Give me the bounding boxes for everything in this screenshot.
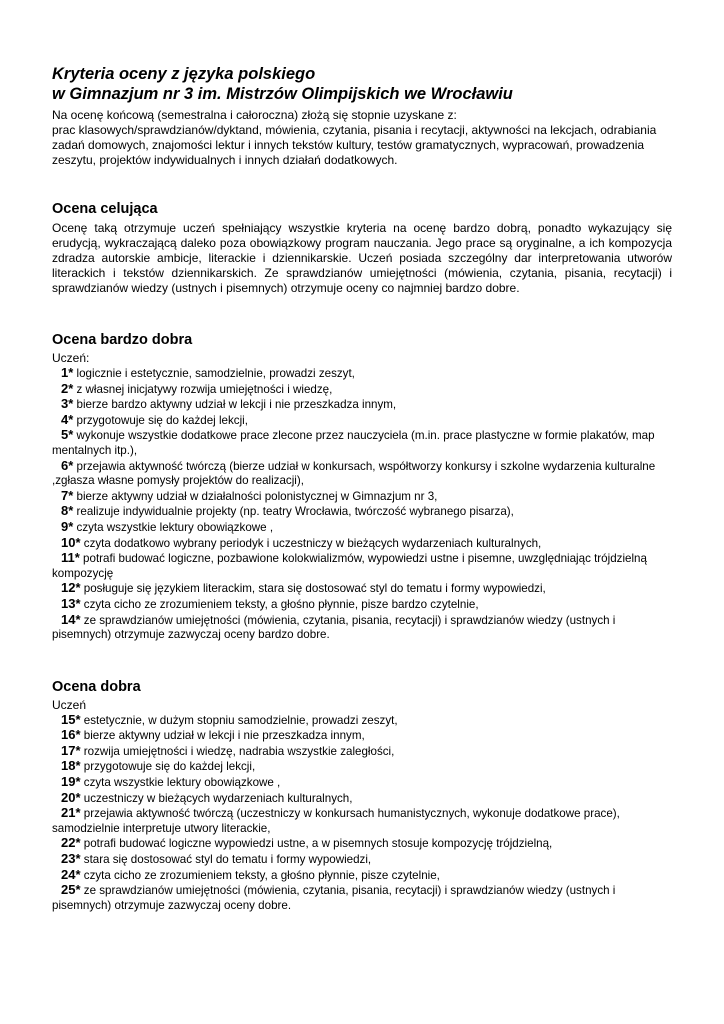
criteria-text: potrafi budować logiczne wypowiedzi ustne, a w pisemnych stosuje kompozycję trójdzielną, xyxy=(83,837,553,851)
criteria-number: 10* xyxy=(61,534,81,550)
criteria-number: 12* xyxy=(61,580,81,596)
document-page xyxy=(52,64,672,913)
criteria-number: 11* xyxy=(61,550,80,566)
criteria-text: logicznie i estetycznie, samodzielnie, prowadzi zeszyt, xyxy=(76,367,355,380)
criteria-text: rozwija umiejętności i wiedzę, nadrabia wszystkie zaległości, xyxy=(83,744,395,758)
criteria-number: 3* xyxy=(61,396,74,412)
criteria-number: 8* xyxy=(61,503,74,519)
criteria-item xyxy=(52,744,672,760)
criteria-number: 2* xyxy=(61,380,74,396)
criteria-text: realizuje indywidualnie projekty (np. teatry Wrocławia, twórczość wybranego pisarza), xyxy=(76,505,514,519)
criteria-item xyxy=(52,868,672,884)
intro-paragraph xyxy=(52,108,672,168)
criteria-text: estetycznie, w dużym stopniu samodzielnie, prowadzi zeszyt, xyxy=(83,713,398,727)
criteria-number: 17* xyxy=(61,742,81,758)
criteria-number: 15* xyxy=(61,711,81,727)
criteria-text: stara się dostosować styl do tematu i formy wypowiedzi, xyxy=(83,853,372,867)
criteria-number: 23* xyxy=(61,851,81,867)
criteria-number: 1* xyxy=(61,365,74,380)
title-line-2: w Gimnazjum nr 3 im. Mistrzów Olimpijskich we Wrocławiu xyxy=(52,85,513,103)
criteria-text: czyta wszystkie lektury obowiązkowe , xyxy=(83,776,281,790)
title-line-1: Kryteria oceny z języka polskiego xyxy=(52,65,316,83)
celujaca-paragraph: Ocenę taką otrzymuje uczeń spełniający wszystkie kryteria na ocenę bardzo dobrą, ponadto wykazujący się erudycją, wykraczającą daleko poza obowiązkowy program nauczania. Jego prace są oryginalne, a ich kompozycja zdradza autorskie ambicje, literackie i dziennikarskie. Uczeń posiada szczególny dar interpretowania utworów literackich i tekstów dziennikarskich. Ze sprawdzianów umiejętności (mówienia, czytania, pisania, recytacji) i sprawdzianów wiedzy (ustnych i pisemnych) otrzymuje oceny co najmniej bardzo dobre. xyxy=(52,221,672,295)
criteria-number: 21* xyxy=(61,805,81,821)
criteria-number: 9* xyxy=(61,518,74,534)
criteria-item xyxy=(52,581,672,597)
criteria-number: 7* xyxy=(61,487,74,503)
criteria-item xyxy=(52,536,672,552)
criteria-text: uczestniczy w bieżących wydarzeniach kulturalnych, xyxy=(83,791,353,805)
bardzo-dobra-list xyxy=(52,366,672,643)
criteria-text: przejawia aktywność twórczą (uczestniczy w konkursach humanistycznych, wykonuje dodatkowe prace), samodzielnie interpretuje utwory literackie, xyxy=(52,807,620,835)
criteria-item xyxy=(52,806,672,836)
criteria-text: z własnej inicjatywy rozwija umiejętności i wiedzę, xyxy=(76,382,333,396)
criteria-item xyxy=(52,366,672,382)
criteria-item xyxy=(52,775,672,791)
criteria-number: 20* xyxy=(61,789,81,805)
section-heading-dobra: Ocena dobra xyxy=(52,678,141,695)
criteria-number: 24* xyxy=(61,866,81,882)
intro-line-2: prac klasowych/sprawdzianów/dyktand, mówienia, czytania, pisania i recytacji, aktywności na lekcjach, odrabiania zadań domowych, znajomości lektur i innych tekstów kultury, testów gramatycznych, wypracowań, prowadzenia zeszytu, projektów indywidualnych i innych działań dodatkowych. xyxy=(52,123,657,167)
criteria-number: 13* xyxy=(61,595,81,611)
bardzo-dobra-lead: Uczeń: xyxy=(52,351,90,365)
criteria-item xyxy=(52,836,672,852)
criteria-item xyxy=(52,613,672,643)
criteria-item xyxy=(52,791,672,807)
criteria-item xyxy=(52,852,672,868)
criteria-text: ze sprawdzianów umiejętności (mówienia, czytania, pisania, recytacji) i sprawdzianów wiedzy (ustnych i pisemnych) otrzymuje zazwyczaj oceny dobre. xyxy=(52,884,616,912)
criteria-number: 22* xyxy=(61,835,81,851)
criteria-number: 14* xyxy=(61,611,81,627)
criteria-number: 25* xyxy=(61,882,81,898)
criteria-number: 19* xyxy=(61,774,81,790)
criteria-item xyxy=(52,459,672,489)
criteria-number: 5* xyxy=(61,427,74,443)
criteria-text: czyta cicho ze zrozumieniem teksty, a głośno płynnie, pisze bardzo czytelnie, xyxy=(83,597,479,611)
criteria-item xyxy=(52,489,672,505)
criteria-text: posługuje się językiem literackim, stara się dostosować styl do tematu i formy wypowiedzi, xyxy=(83,582,546,596)
criteria-item xyxy=(52,883,672,913)
criteria-item xyxy=(52,504,672,520)
criteria-item xyxy=(52,551,672,581)
criteria-text: bierze aktywny udział w działalności polonistycznej w Gimnazjum nr 3, xyxy=(76,489,438,503)
criteria-item xyxy=(52,597,672,613)
criteria-text: czyta cicho ze zrozumieniem teksty, a głośno płynnie, pisze czytelnie, xyxy=(83,868,440,882)
section-heading-celujaca: Ocena celująca xyxy=(52,201,158,217)
criteria-text: potrafi budować logiczne, pozbawione kolokwializmów, wypowiedzi ustne i pisemne, uwzględniając trójdzielną kompozycję xyxy=(52,552,647,580)
criteria-text: ze sprawdzianów umiejętności (mówienia, czytania, pisania, recytacji) i sprawdzianów wiedzy (ustnych i pisemnych) otrzymuje zazwyczaj oceny bardzo dobre. xyxy=(52,613,616,642)
criteria-item xyxy=(52,397,672,413)
criteria-number: 4* xyxy=(61,411,74,427)
intro-line-1: Na ocenę końcową (semestralna i całoroczna) złożą się stopnie uzyskane z: xyxy=(52,108,457,122)
dobra-list xyxy=(52,713,672,914)
dobra-lead: Uczeń xyxy=(52,697,87,712)
criteria-number: 6* xyxy=(61,457,74,473)
criteria-text: bierze bardzo aktywny udział w lekcji i nie przeszkadza innym, xyxy=(76,398,397,412)
criteria-text: przygotowuje się do każdej lekcji, xyxy=(83,760,256,774)
criteria-text: wykonuje wszystkie dodatkowe prace zlecone przez nauczyciela (m.in. prace plastyczne w formie plakatów, map mentalnych itp.), xyxy=(52,429,655,457)
criteria-number: 18* xyxy=(61,758,81,774)
document-title xyxy=(52,64,672,104)
criteria-text: czyta dodatkowo wybrany periodyk i uczestniczy w bieżących wydarzeniach kulturalnych, xyxy=(83,536,542,550)
criteria-item xyxy=(52,759,672,775)
criteria-text: przygotowuje się do każdej lekcji, xyxy=(76,413,248,427)
criteria-item xyxy=(52,728,672,744)
criteria-item xyxy=(52,713,672,729)
criteria-text: czyta wszystkie lektury obowiązkowe , xyxy=(76,520,274,534)
criteria-item xyxy=(52,520,672,536)
criteria-item xyxy=(52,382,672,398)
criteria-number: 16* xyxy=(61,727,81,743)
criteria-text: bierze aktywny udział w lekcji i nie przeszkadza innym, xyxy=(83,729,365,743)
criteria-item xyxy=(52,413,672,429)
criteria-item xyxy=(52,428,672,458)
section-heading-bardzo-dobra: Ocena bardzo dobra xyxy=(52,332,193,348)
criteria-text: przejawia aktywność twórczą (bierze udział w konkursach, współtworzy konkursy i szkolne wydarzenia kulturalne ,zgłasza własne pomysły projektów do realizacji), xyxy=(52,459,656,488)
